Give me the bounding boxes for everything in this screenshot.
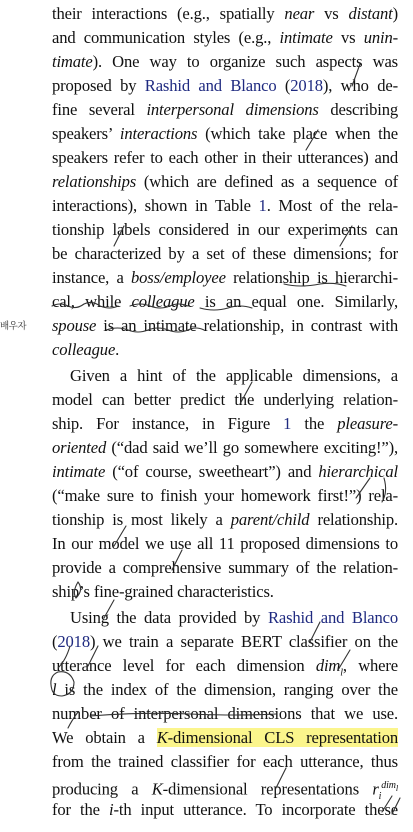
text-line: timate). One way to organize such aspects was [52,52,398,71]
margin-note: 배우자 [0,321,27,332]
text-line: tionship is most likely a parent/child relationship. [52,510,398,529]
text-line: utterance level for each dimension dim$_l$, where [52,656,398,679]
text-line: (2018) we train a separate BERT classifier on the [52,632,398,651]
text-line: relationships (which are defined as a sequence of [52,172,398,191]
text-line: proposed by Rashid and Blanco (2018), who de- [52,76,398,95]
text-line: their interactions (e.g., spatially near vs distant) [52,4,399,23]
text-line: model can better predict the underlying relation- [52,390,398,409]
text-line: number of interpersonal dimensions that we use. [52,704,398,723]
text-line: tionship labels considered in our experiments can [52,220,398,239]
text-line: l is the index of the dimension, ranging over the [52,680,398,699]
text-line: fine several interpersonal dimensions describing [52,100,399,119]
text-line: speakers refer to each other in their utterances) and [52,148,398,167]
text-line: from the trained classifier for each utterance, thus [52,752,398,771]
text-line: Using the data provided by Rashid and Blanco [70,608,399,627]
text-line: for the i-th input utterance. To incorporate these [52,800,398,819]
text-line: Given a hint of the applicable dimensions, a [70,366,398,385]
text-line: producing a K-dimensional representations $r_i^{dim_l}$ [52,779,398,802]
text-line: provide a comprehensive summary of the relation- [52,558,398,577]
text-line: and communication styles (e.g., intimate vs unin- [52,28,398,47]
text-line: (“make sure to finish your homework first!”) rela- [52,486,398,505]
text-line: cal, while colleague is an equal one. Similarly, [52,292,398,311]
highlighted-line: We obtain a K-dimensional CLS representation [52,728,399,747]
text-line: oriented (“dad said we’ll go somewhere exciting!”), [52,438,398,457]
text-line: interactions), shown in Table 1. Most of the rela- [52,196,399,215]
text-line: colleague. [52,340,120,359]
text-line: be characterized by a set of these dimensions; for [52,244,398,263]
text-line: spouse is an intimate relationship, in contrast with [52,316,398,335]
text-line: ship. For instance, in Figure 1 the pleasure- [52,414,398,433]
text-line: In our model we use all 11 proposed dimensions to [52,534,398,553]
text-line: instance, a boss/employee relationship is hierarchi- [52,268,398,287]
text-line: intimate (“of course, sweetheart”) and hierarchical [52,462,398,481]
text-line: ship’s fine-grained characteristics. [52,582,274,601]
text-line: speakers’ interactions (which take place when the [52,124,398,143]
